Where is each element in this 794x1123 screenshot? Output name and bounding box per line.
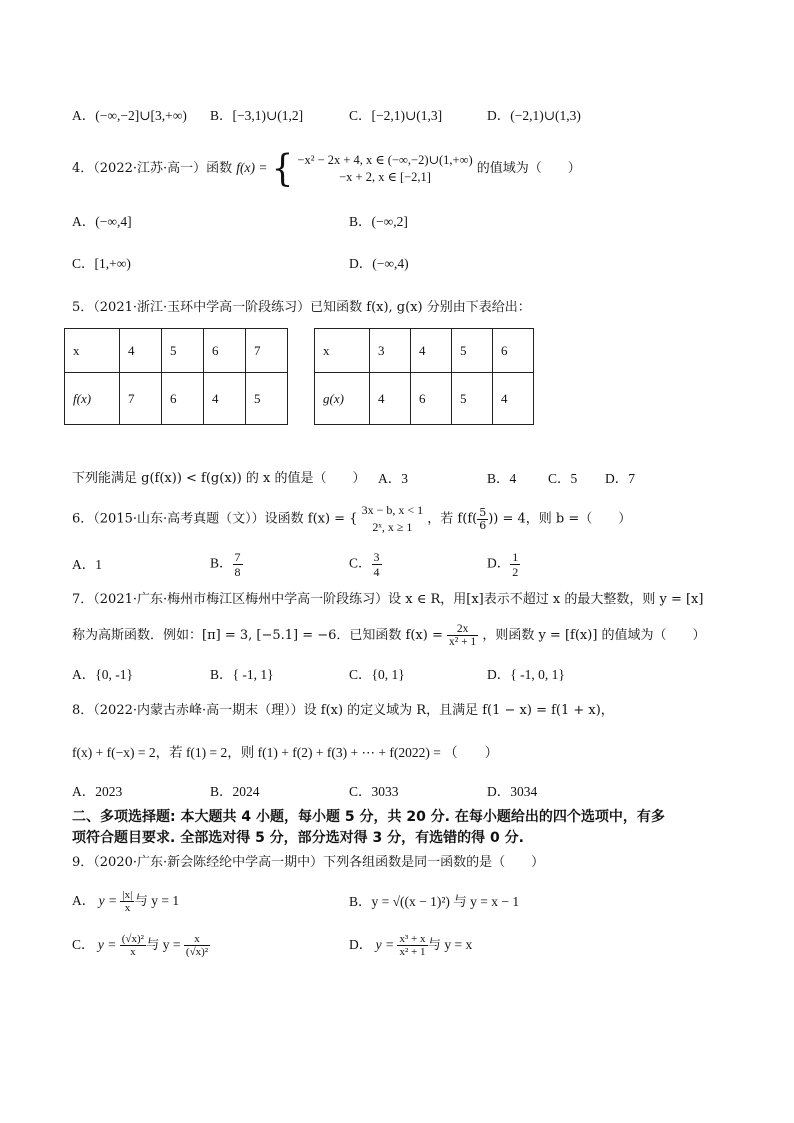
table-f-cell: 4 — [120, 329, 162, 373]
table-f — [64, 328, 288, 425]
q6-option-b-fraction — [233, 550, 243, 579]
q3-option-d: D．(−2,1)∪(1,3) — [487, 108, 581, 123]
q6-case-2: 2ˣ, x ≥ 1 — [372, 520, 413, 534]
question-5-stem: 5．（2021·浙江·玉环中学高一阶段练习）已知函数 f(x), g(x) 分别由下表给出： — [72, 300, 531, 315]
q9-a-den: x — [124, 902, 131, 915]
question-7-line-1: 7．（2021·广东·梅州市梅江区梅州中学高一阶段练习）设 x ∈ R，用[x]表示不超过 x 的最大整数，则 y = [x] — [72, 592, 704, 607]
q6-option-c-label: C． — [349, 555, 372, 571]
table-f-cell: x — [65, 329, 120, 373]
q8-option-c: C．3033 — [349, 784, 399, 799]
q6-option-d-label: D． — [487, 555, 511, 571]
q9-c-fraction — [120, 933, 146, 958]
q9-a-num: |x| — [122, 889, 133, 902]
q9-d-num: x³ + x — [399, 933, 426, 946]
q4-brace: { — [271, 146, 294, 191]
q7-option-a: A．{0, -1} — [72, 667, 133, 682]
q9-d-pre: y = — [375, 937, 395, 952]
q5-question: 下列能满足 g(f(x)) < f(g(x)) 的 x 的值是（ ） — [72, 471, 366, 486]
table-g-cell: 4 — [411, 329, 452, 373]
table-f-cell: 7 — [120, 373, 162, 425]
q4-option-d: D．(−∞,4) — [349, 256, 409, 271]
question-8-line-2: f(x) + f(−x) = 2，若 f(1) = 2，则 f(1) + f(2) + f(3) + ⋯ + f(2022) = （ ） — [72, 745, 499, 760]
q9-option-b: B．y = √((x − 1)²) 与 y = x − 1 — [349, 894, 520, 909]
q6-d-num: 1 — [512, 550, 519, 564]
table-g — [314, 328, 534, 425]
q6-d-den: 2 — [512, 565, 519, 579]
question-7-line-2 — [72, 621, 706, 651]
q9-c-pre: y = — [97, 937, 117, 952]
table-g-cell: x — [315, 329, 370, 373]
q6-b-num: 7 — [234, 550, 241, 564]
table-g-cell: 5 — [452, 329, 493, 373]
table-g-cell: 5 — [452, 373, 493, 425]
q6-frac-num: 5 — [479, 505, 487, 519]
table-f-cell: 7 — [246, 329, 288, 373]
q9-option-a — [72, 884, 179, 918]
q9-c-mid: 与 y = — [145, 937, 181, 952]
q6-option-d-fraction — [510, 550, 520, 579]
q4-case-1: −x² − 2x + 4, x ∈ (−∞,−2)∪(1,+∞) — [297, 152, 473, 167]
q9-d-fraction — [397, 933, 427, 958]
q7-line2-a: 称为高斯函数．例如：[π] = 3, [−5.1] = −6．已知函数 f(x) = — [72, 628, 443, 643]
section-2-heading-line-1: 二、多项选择题: 本大题共 4 小题，每小题 5 分，共 20 分. 在每小题给出的四个选项中，有多 — [72, 809, 665, 825]
q6-mid: ，若 f(f( — [427, 511, 478, 527]
q6-cases — [362, 502, 424, 536]
q9-a-post: 与 y = 1 — [134, 893, 180, 908]
q7-frac-den: x² + 1 — [449, 636, 477, 648]
question-9-stem: 9．（2020·广东·新会陈经纶中学高一期中）下列各组函数是同一函数的是（ ） — [72, 855, 545, 870]
q9-c-den: x — [130, 946, 136, 959]
q6-c-den: 4 — [373, 565, 380, 579]
q6-option-b-label: B． — [210, 555, 233, 571]
q9-c-num: (√x)² — [121, 933, 144, 946]
q5-option-a: A．3 — [378, 471, 408, 486]
table-f-cell: 6 — [204, 329, 246, 373]
q7-line2-b: ，则函数 y = [f(x)] 的值域为（ ） — [482, 628, 706, 643]
q6-option-d — [487, 550, 520, 579]
q4-fx: f(x) = — [236, 160, 268, 175]
section-2-heading-line-2: 项符合题目要求. 全部选对得 5 分，部分选对得 3 分，有选错的得 0 分. — [72, 830, 524, 846]
q7-option-b: B．{ -1, 1} — [210, 667, 274, 682]
q3-option-a: A．(−∞,−2]∪[3,+∞) — [72, 108, 187, 123]
q8-option-b: B．2024 — [210, 784, 260, 799]
q8-option-a: A．2023 — [72, 784, 123, 799]
question-6-stem — [72, 502, 631, 536]
q9-d-label: D． — [349, 937, 373, 952]
q6-b-den: 8 — [234, 565, 241, 579]
table-g-cell: g(x) — [315, 373, 370, 425]
q9-c-den-2: (√x)² — [185, 946, 209, 959]
q8-option-d: D．3034 — [487, 784, 538, 799]
q9-option-d — [349, 928, 472, 962]
q7-option-d: D．{ -1, 0, 1} — [487, 667, 565, 682]
q4-prefix: 4．（2022·江苏·高一）函数 — [72, 161, 233, 176]
q3-option-c: C．[−2,1)∪(1,3] — [349, 108, 443, 123]
question-8-line-1: 8．（2022·内蒙古赤峰·高一期末（理））设 f(x) 的定义域为 R，且满足 f(1 − x) = f(1 + x)， — [72, 703, 614, 718]
q7-frac-num: 2x — [447, 623, 478, 636]
q9-c-num-2: x — [184, 933, 210, 946]
table-g-cell: 4 — [370, 373, 411, 425]
table-g-cell: 4 — [493, 373, 534, 425]
q9-c-fraction-2 — [184, 933, 210, 958]
q6-fraction — [477, 507, 488, 532]
q9-a-label: A． — [72, 893, 96, 908]
q6-c-num: 3 — [373, 550, 380, 564]
table-g-cell: 6 — [493, 329, 534, 373]
table-f-cell: 5 — [162, 329, 204, 373]
q6-prefix: 6．（2015·山东·高考真题（文））设函数 f(x) = { — [72, 511, 358, 527]
table-f-cell: 6 — [162, 373, 204, 425]
q5-option-b: B．4 — [487, 471, 517, 486]
q9-d-den: x² + 1 — [399, 946, 426, 959]
table-f-cell: f(x) — [65, 373, 120, 425]
q6-frac-den: 6 — [479, 518, 487, 532]
table-g-cell: 6 — [411, 373, 452, 425]
question-4-stem — [72, 146, 581, 191]
q7-fraction — [447, 623, 478, 648]
q6-case-1: 3x − b, x < 1 — [361, 503, 424, 517]
q5-option-c: C．5 — [548, 471, 578, 486]
q9-c-label: C． — [72, 937, 95, 952]
table-f-cell: 4 — [204, 373, 246, 425]
table-f-cell: 5 — [246, 373, 288, 425]
q9-d-post: 与 y = x — [427, 937, 473, 952]
q9-option-c — [72, 928, 210, 962]
q6-tail: )) = 4，则 b =（ ） — [488, 511, 632, 527]
q7-option-c: C．{0, 1} — [349, 667, 405, 682]
q6-option-a: A．1 — [72, 557, 102, 572]
table-g-cell: 3 — [370, 329, 411, 373]
q4-case-2: −x + 2, x ∈ [−2,1] — [339, 169, 431, 184]
q9-a-pre: y = — [98, 893, 118, 908]
q4-option-c: C．[1,+∞) — [72, 256, 131, 271]
q5-option-d: D．7 — [605, 471, 635, 486]
q4-suffix: 的值域为（ ） — [476, 161, 581, 176]
q6-option-c — [349, 550, 382, 579]
q6-option-c-fraction — [372, 550, 382, 579]
q4-cases — [297, 152, 472, 186]
q4-option-a: A．(−∞,4] — [72, 214, 132, 229]
q3-option-b: B．[−3,1)∪(1,2] — [210, 108, 304, 123]
q9-a-fraction — [120, 889, 134, 914]
q6-option-b — [210, 550, 243, 579]
q4-option-b: B．(−∞,2] — [349, 214, 408, 229]
